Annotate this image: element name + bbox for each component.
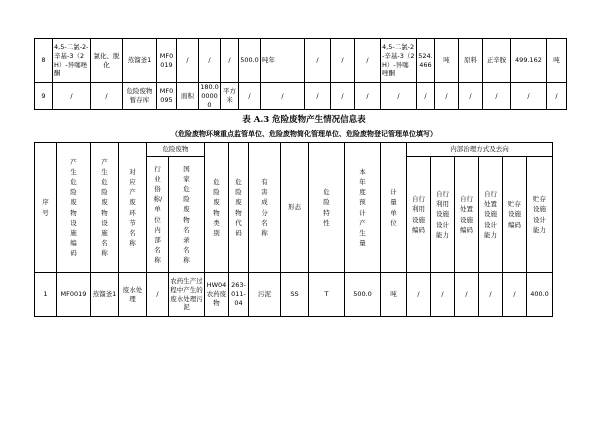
header-facility-name: 产生危险废物设施名称 [91, 143, 119, 273]
table-row [35, 83, 567, 110]
header-category: 危险废物类别 [205, 143, 229, 273]
header-facility-code: 产生危险废物设施编码 [57, 143, 91, 273]
header-hazardous-waste-group: 危险废物 [147, 143, 205, 157]
cell: 524.466 [417, 39, 435, 83]
cell: / [199, 39, 221, 83]
cell: MF0095 [157, 83, 177, 110]
cell: MF0019 [157, 39, 177, 83]
cell: 180.000000 [200, 83, 219, 109]
cell: 吨 [435, 39, 459, 83]
cell: / [305, 39, 331, 83]
hazardous-waste-table [34, 142, 553, 317]
cell-facility-code: MF0019 [57, 273, 91, 317]
cell-code: 263-011-04 [229, 273, 249, 317]
header-storage-code: 贮存设施编码 [503, 157, 527, 273]
header-annual: 本年度预计产生量 [345, 143, 381, 273]
cell-unit: 吨 [381, 273, 407, 317]
cell: / [355, 39, 381, 83]
cell: / [511, 83, 547, 110]
header-industry-name: 行业俗称/单位内部名称 [147, 157, 169, 273]
header-row [35, 143, 553, 157]
cell: / [261, 83, 305, 110]
cell: 面积 [177, 83, 199, 110]
cell-storage-cap: 400.0 [527, 273, 553, 317]
cell-category: HW04农药废物 [205, 273, 229, 317]
cell: / [177, 39, 199, 83]
cell: / [435, 83, 459, 110]
table-title: 表 A.3 危险废物产生情况信息表 [242, 115, 366, 125]
header-internal-group: 内部治理方式及去向 [407, 143, 553, 157]
header-unit: 计量单位 [381, 143, 407, 273]
cell-dispose-code: / [455, 273, 479, 317]
header-reuse-cap: 自行利用设施设计能力 [431, 157, 455, 273]
cell: / [459, 83, 483, 110]
cell: / [331, 83, 355, 110]
cell: 吨年 [261, 39, 305, 83]
cell: 9 [35, 83, 53, 110]
cell: 8 [35, 39, 53, 83]
cell: 氯化、脱化 [91, 39, 123, 83]
header-harmful: 有害成分名称 [249, 143, 281, 273]
header-form: 形态 [281, 143, 309, 273]
cell: 500.0 [239, 39, 261, 83]
cell: / [547, 83, 567, 110]
cell-industry-name: / [147, 273, 169, 317]
header-storage-cap: 贮存设施设计能力 [527, 157, 553, 273]
header-reuse-code: 自行利用设施编码 [407, 157, 431, 273]
cell-annual: 500.0 [345, 273, 381, 317]
cell: / [381, 83, 417, 110]
cell: / [239, 83, 261, 110]
cell: 4,5-二氯-2-辛基-3（2H）-异噻唑酮 [53, 39, 91, 83]
cell-form: SS [281, 273, 309, 317]
table-subtitle: （危险废物环境重点监管单位、危险废物简化管理单位、危险废物登记管理单位填写） [171, 129, 437, 138]
cell-reuse-cap: / [431, 273, 455, 317]
cell: / [221, 39, 239, 83]
cell: / [305, 83, 331, 110]
cell: 危险废物暂存库 [123, 83, 157, 110]
cell-process-link: 废水处理 [119, 273, 147, 317]
cell: 原料 [459, 39, 483, 83]
cell-seq: 1 [35, 273, 57, 317]
table-row [35, 39, 567, 83]
header-process-link: 对应产废环节名称 [119, 143, 147, 273]
cell-storage-code: / [503, 273, 527, 317]
cell: / [483, 83, 511, 110]
cell: 正辛胺 [483, 39, 511, 83]
cell: / [91, 83, 123, 110]
cell: 平方米 [221, 83, 239, 110]
cell: 499.162 [511, 39, 547, 83]
cell-facility-name: 蒸馏釜1 [91, 273, 119, 317]
header-dispose-code: 自行处置设施编码 [455, 157, 479, 273]
header-property: 危险特性 [309, 143, 345, 273]
cell: / [355, 83, 381, 110]
cell: 吨 [547, 39, 567, 83]
cell-dispose-cap: / [479, 273, 503, 317]
header-national-name: 国家危险废物名录名称 [169, 157, 205, 273]
header-dispose-cap: 自行处置设施设计能力 [479, 157, 503, 273]
cell: 4,5-二氯-2-辛基-3（2H）-异噻唑酮 [381, 39, 417, 83]
cell-property: T [309, 273, 345, 317]
continued-table [34, 38, 567, 110]
cell: / [331, 39, 355, 83]
cell: / [417, 83, 435, 110]
table-row [35, 273, 553, 317]
cell-reuse-code: / [407, 273, 431, 317]
cell: / [53, 83, 91, 110]
header-code: 危险废物代码 [229, 143, 249, 273]
cell-national-name: 农药生产过程中产生的废水处理污泥 [169, 273, 205, 317]
header-seq: 序号 [35, 143, 57, 273]
cell-harmful: 污泥 [249, 273, 281, 317]
cell: 蒸馏釜1 [123, 39, 157, 83]
